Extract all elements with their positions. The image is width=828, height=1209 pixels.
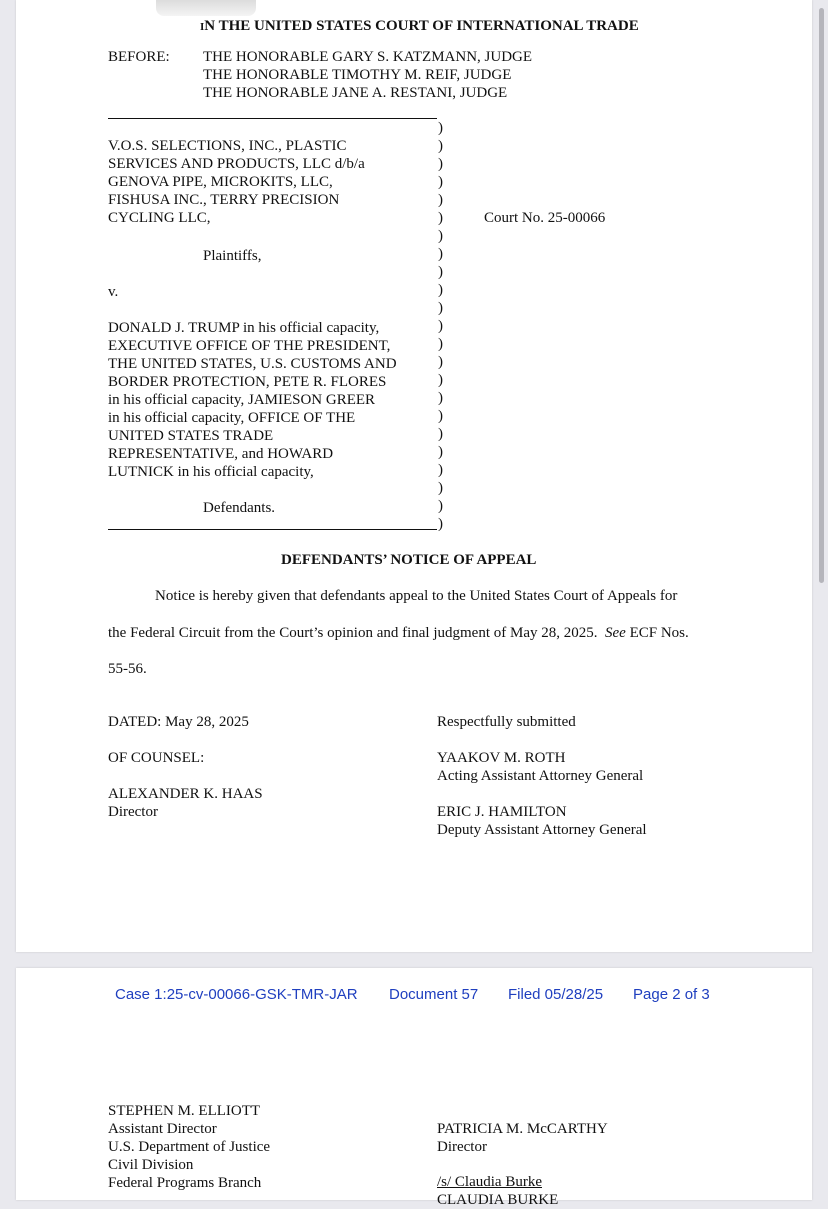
signature-block-roth	[437, 749, 643, 785]
court-number: Court No. 25-00066	[484, 210, 606, 226]
judge-line: THE HONORABLE JANE A. RESTANI, JUDGE	[203, 85, 508, 101]
signer-title: Director	[108, 804, 158, 820]
caption-paren: )	[438, 318, 443, 334]
caption-paren: )	[438, 390, 443, 406]
signer-name: ALEXANDER K. HAAS	[108, 786, 263, 802]
court-title: IN THE UNITED STATES COURT OF INTERNATIONAL TRADE	[200, 18, 639, 34]
caption-bottom-rule	[108, 529, 437, 530]
defendant-line: UNITED STATES TRADE	[108, 428, 274, 444]
plaintiff-line: V.O.S. SELECTIONS, INC., PLASTIC	[108, 138, 347, 154]
signer-name: CLAUDIA BURKE	[437, 1192, 559, 1208]
electronic-signature: /s/ Claudia Burke	[437, 1174, 542, 1190]
of-counsel-label: OF COUNSEL:	[108, 750, 205, 766]
defendants-label: Defendants.	[203, 500, 276, 516]
signer-title: Assistant Director	[108, 1121, 217, 1137]
notice-body-line: 55-56.	[108, 661, 147, 677]
notice-body-line: the Federal Circuit from the Court’s opinion and final judgment of May 28, 2025. See ECF Nos.	[108, 625, 689, 641]
caption-paren: )	[438, 282, 443, 298]
versus-label: v.	[108, 284, 119, 300]
signer-title: Federal Programs Branch	[108, 1175, 262, 1191]
plaintiff-line: SERVICES AND PRODUCTS, LLC d/b/a	[108, 156, 365, 172]
caption-paren: )	[438, 120, 443, 136]
caption-paren: )	[438, 462, 443, 478]
respectfully-submitted: Respectfully submitted	[437, 714, 576, 730]
header-smudge	[156, 0, 256, 16]
signature-block-mccarthy	[437, 1120, 608, 1156]
caption-paren: )	[438, 210, 443, 226]
plaintiffs-names	[108, 137, 365, 227]
caption-paren: )	[438, 156, 443, 172]
signature-block-elliott	[108, 1102, 270, 1192]
signer-name: STEPHEN M. ELLIOTT	[108, 1103, 261, 1119]
plaintiff-line: FISHUSA INC., TERRY PRECISION	[108, 192, 340, 208]
signer-name: YAAKOV M. ROTH	[437, 750, 566, 766]
signature-block-hamilton	[437, 803, 647, 839]
caption-paren: )	[438, 336, 443, 352]
plaintiff-line: GENOVA PIPE, MICROKITS, LLC,	[108, 174, 333, 190]
defendant-line: BORDER PROTECTION, PETE R. FLORES	[108, 374, 387, 390]
caption-paren: )	[438, 516, 443, 532]
see-citation: See	[605, 625, 626, 641]
judges-list	[203, 48, 532, 102]
case-number: Case 1:25-cv-00066-GSK-TMR-JAR	[115, 986, 358, 1003]
signature-block-burke	[437, 1173, 558, 1209]
caption-paren: )	[438, 444, 443, 460]
signer-title: Civil Division	[108, 1157, 194, 1173]
judge-line: THE HONORABLE TIMOTHY M. REIF, JUDGE	[203, 67, 512, 83]
caption-paren: )	[438, 408, 443, 424]
page-indicator: Page 2 of 3	[633, 986, 710, 1003]
scrollbar[interactable]	[819, 8, 824, 583]
defendant-line: REPRESENTATIVE, and HOWARD	[108, 446, 334, 462]
document-number: Document 57	[389, 986, 479, 1003]
defendant-line: LUTNICK in his official capacity,	[108, 464, 314, 480]
caption-paren: )	[438, 192, 443, 208]
defendant-line: EXECUTIVE OFFICE OF THE PRESIDENT,	[108, 338, 391, 354]
filed-date: Filed 05/28/25	[508, 986, 604, 1003]
caption-paren: )	[438, 480, 443, 496]
judge-line: THE HONORABLE GARY S. KATZMANN, JUDGE	[203, 49, 533, 65]
caption-paren: )	[438, 138, 443, 154]
caption-parentheses	[438, 119, 443, 533]
caption-paren: )	[438, 372, 443, 388]
caption-paren: )	[438, 246, 443, 262]
signer-title: Director	[437, 1139, 487, 1155]
before-label: BEFORE:	[108, 49, 170, 65]
signer-name: ERIC J. HAMILTON	[437, 804, 567, 820]
caption-paren: )	[438, 354, 443, 370]
caption-paren: )	[438, 426, 443, 442]
caption-paren: )	[438, 174, 443, 190]
caption-top-rule	[108, 118, 437, 119]
caption-paren: )	[438, 300, 443, 316]
plaintiffs-label: Plaintiffs,	[203, 248, 262, 264]
defendant-line: in his official capacity, OFFICE OF THE	[108, 410, 356, 426]
signer-title: U.S. Department of Justice	[108, 1139, 271, 1155]
signer-title: Deputy Assistant Attorney General	[437, 822, 647, 838]
plaintiff-line: CYCLING LLC,	[108, 210, 211, 226]
notice-body-line: Notice is hereby given that defendants appeal to the United States Court of Appeals for	[155, 588, 678, 604]
defendant-line: in his official capacity, JAMIESON GREER	[108, 392, 376, 408]
signature-block-haas	[108, 785, 263, 821]
defendants-names	[108, 319, 397, 481]
caption-paren: )	[438, 264, 443, 280]
caption-paren: )	[438, 228, 443, 244]
defendant-line: THE UNITED STATES, U.S. CUSTOMS AND	[108, 356, 397, 372]
notice-title: DEFENDANTS’ NOTICE OF APPEAL	[281, 552, 537, 568]
defendant-line: DONALD J. TRUMP in his official capacity,	[108, 320, 380, 336]
document-page-1	[16, 0, 812, 952]
document-page-2	[16, 968, 812, 1208]
dated-line: DATED: May 28, 2025	[108, 714, 249, 730]
signer-title: Acting Assistant Attorney General	[437, 768, 644, 784]
caption-paren: )	[438, 498, 443, 514]
signer-name: PATRICIA M. McCARTHY	[437, 1121, 608, 1137]
